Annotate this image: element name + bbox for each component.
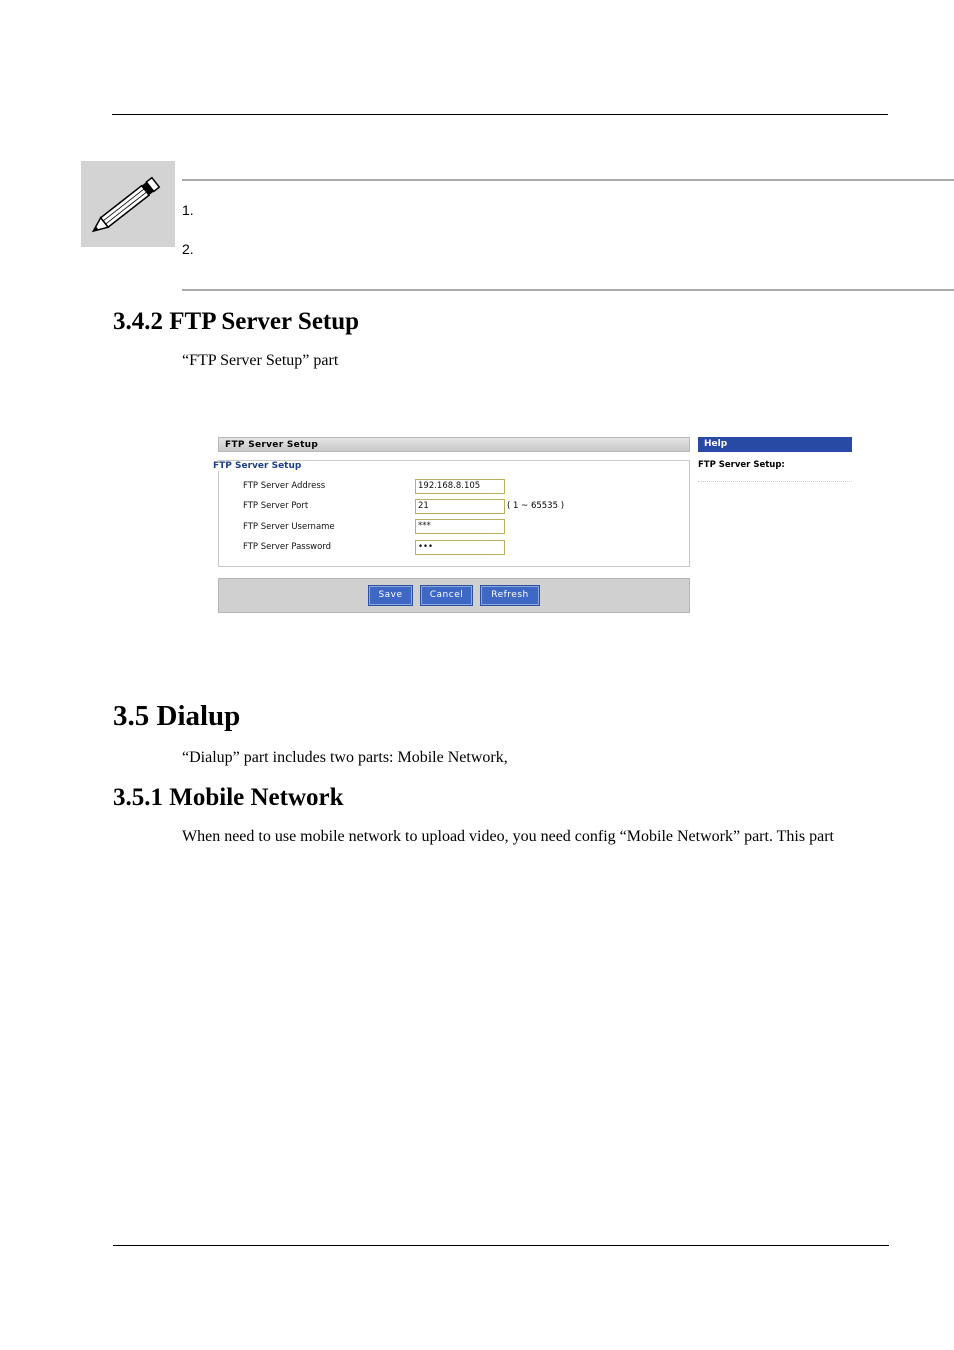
- field-label-address: FTP Server Address: [243, 481, 326, 491]
- fieldset-legend: FTP Server Setup: [213, 461, 302, 471]
- note-top-rule: [182, 179, 954, 181]
- help-topic: FTP Server Setup:: [698, 460, 785, 470]
- field-label-password: FTP Server Password: [243, 542, 332, 552]
- ftp-intro: “FTP Server Setup” part: [182, 352, 339, 369]
- section-heading-ftp: 3.4.2 FTP Server Setup: [113, 308, 360, 335]
- port-range-hint: ( 1 ~ 65535 ): [507, 501, 565, 511]
- field-label-port: FTP Server Port: [243, 501, 309, 511]
- note-item-1: 1.: [182, 202, 194, 218]
- mobile-intro: When need to use mobile network to upload video, you need config “Mobile Network” part. This part: [182, 828, 834, 845]
- panel-title: FTP Server Setup: [218, 437, 690, 452]
- ftp-password-input[interactable]: •••: [415, 540, 505, 555]
- section-heading-mobile: 3.5.1 Mobile Network: [113, 784, 344, 811]
- note-bottom-rule: [182, 289, 954, 291]
- ftp-address-input[interactable]: 192.168.8.105: [415, 479, 505, 494]
- header-rule: [112, 114, 888, 115]
- ftp-port-input[interactable]: 21: [415, 499, 505, 514]
- dialup-intro: “Dialup” part includes two parts: Mobile Network,: [182, 749, 508, 766]
- save-button[interactable]: Save: [369, 586, 412, 605]
- dialup-heading-text: 3.5 Dialup: [113, 700, 241, 732]
- help-divider: [698, 481, 852, 482]
- cancel-button[interactable]: Cancel: [421, 586, 472, 605]
- refresh-button[interactable]: Refresh: [481, 586, 539, 605]
- note-item-2: 2.: [182, 241, 194, 257]
- section-heading-dialup: [113, 700, 240, 733]
- footer-rule: [113, 1245, 889, 1246]
- field-label-username: FTP Server Username: [243, 522, 335, 532]
- ftp-username-input[interactable]: ***: [415, 519, 505, 534]
- pencil-icon: [81, 161, 175, 247]
- help-panel-title: Help: [698, 437, 852, 452]
